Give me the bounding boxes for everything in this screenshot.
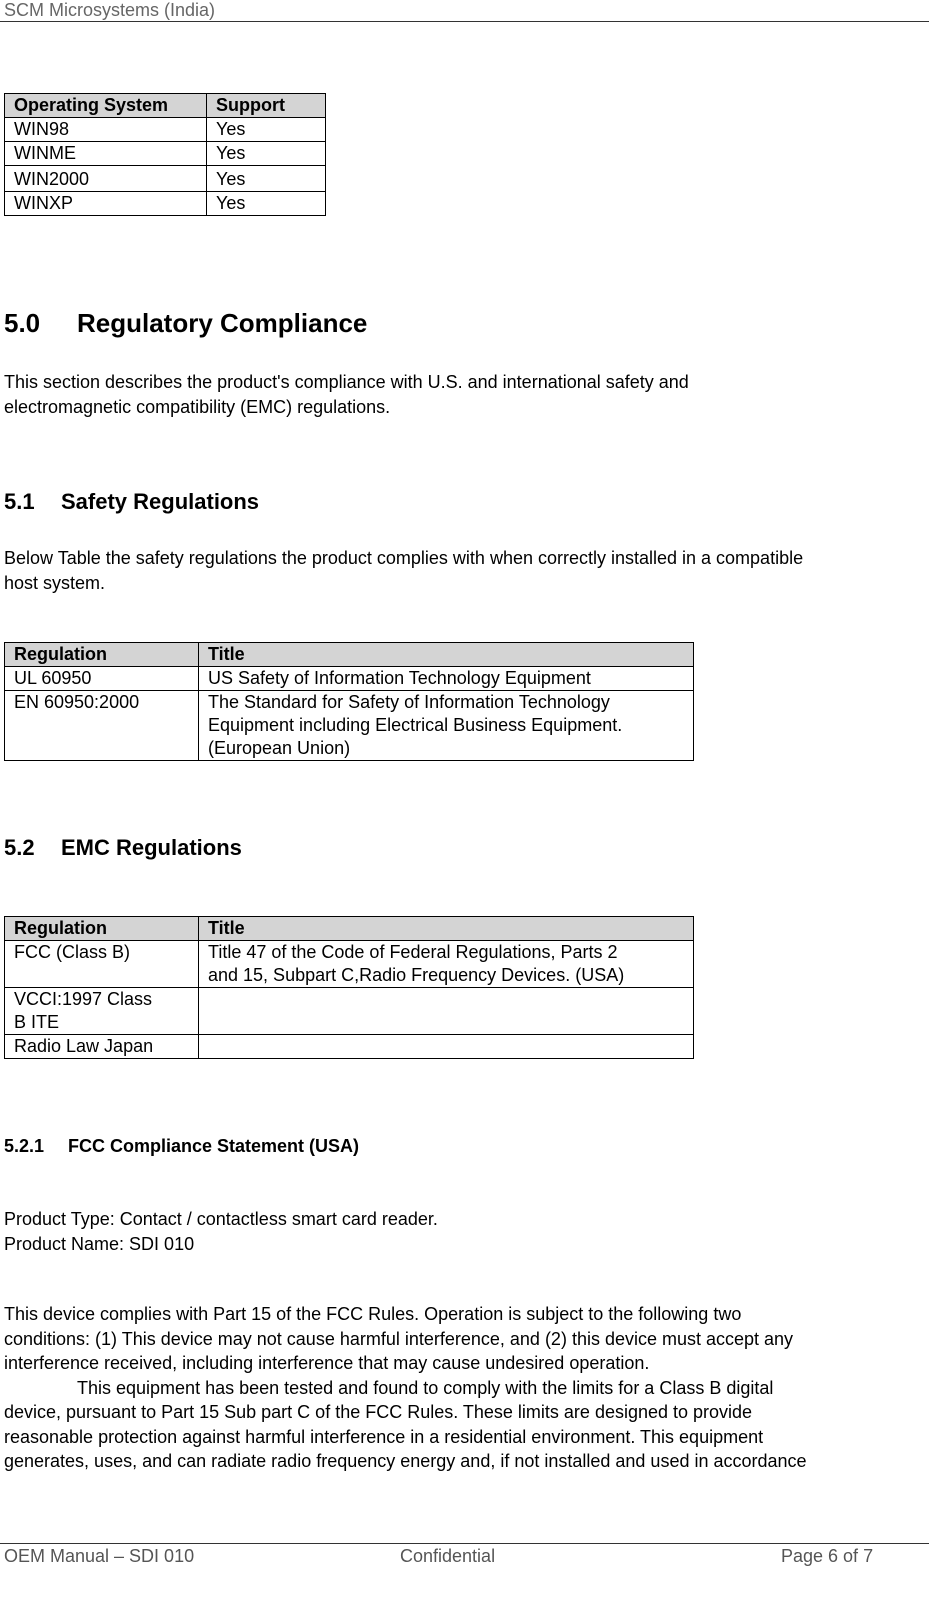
column-header-title: Title	[199, 643, 694, 667]
cell-title	[199, 1035, 694, 1059]
fcc-statement-paragraph	[4, 1302, 924, 1474]
section-title: Safety Regulations	[61, 489, 260, 514]
cell-regulation: EN 60950:2000	[5, 691, 199, 761]
section-number: 5.1	[4, 489, 35, 514]
section-title: EMC Regulations	[61, 835, 242, 860]
table-row	[5, 988, 694, 1035]
cell-line: B ITE	[14, 1012, 60, 1032]
section-5-intro	[4, 370, 924, 419]
cell-support: Yes	[207, 166, 326, 192]
table-header-row	[5, 643, 694, 667]
cell-regulation	[5, 1035, 199, 1059]
os-support-table	[4, 93, 326, 216]
paragraph-line: generates, uses, and can radiate radio frequency energy and, if not installed and used in accordance	[4, 1451, 807, 1471]
paragraph-line: reasonable protection against harmful interference in a residential environment. This equipment	[4, 1426, 764, 1447]
cell-title: US Safety of Information Technology Equipment	[199, 667, 694, 691]
footer-confidential: Confidential	[400, 1546, 496, 1566]
cell-regulation	[5, 988, 199, 1035]
cell-title	[199, 941, 694, 988]
column-header-title: Title	[199, 917, 694, 941]
footer-page-number: Page 6 of 7	[781, 1546, 874, 1566]
paragraph-line: This section describes the product's compliance with U.S. and international safety and	[4, 372, 689, 392]
section-heading-5-1	[4, 489, 259, 515]
safety-regulations-table	[4, 642, 694, 761]
section-heading-5-2-1	[4, 1136, 359, 1157]
cell-support: Yes	[207, 142, 326, 166]
table-row	[5, 192, 326, 216]
cell-os: WINME	[5, 142, 207, 166]
table-row	[5, 166, 326, 192]
section-number: 5.2	[4, 835, 35, 860]
paragraph-line: device, pursuant to Part 15 Sub part C of the FCC Rules. These limits are designed to provide	[4, 1402, 753, 1422]
table-row	[5, 142, 326, 166]
cell-line: and 15, Subpart C,Radio Frequency Devices. (USA)	[208, 965, 625, 985]
table-row	[5, 118, 326, 142]
table-row	[5, 667, 694, 691]
paragraph-line: This device complies with Part 15 of the FCC Rules. Operation is subject to the following two	[4, 1304, 742, 1324]
product-info	[4, 1207, 924, 1256]
column-header-support: Support	[207, 94, 326, 118]
cell-line: Radio Law Japan	[14, 1036, 154, 1056]
paragraph-line: interference received, including interference that may cause undesired operation.	[4, 1353, 650, 1373]
page-header-company: SCM Microsystems (India)	[4, 0, 216, 20]
table-row	[5, 941, 694, 988]
product-type: Product Type: Contact / contactless smart card reader.	[4, 1209, 438, 1229]
header-divider	[0, 21, 929, 22]
section-heading-5-2	[4, 835, 242, 861]
section-5-1-intro	[4, 546, 924, 595]
table-header-row	[5, 94, 326, 118]
emc-regulations-table	[4, 916, 694, 1059]
column-header-os: Operating System	[5, 94, 207, 118]
cell-regulation: UL 60950	[5, 667, 199, 691]
cell-line: Title 47 of the Code of Federal Regulations, Parts 2	[208, 942, 618, 962]
section-title: FCC Compliance Statement (USA)	[68, 1136, 360, 1156]
section-title: Regulatory Compliance	[77, 308, 368, 338]
cell-line: The Standard for Safety of Information Technology	[208, 692, 610, 712]
footer-divider	[0, 1543, 929, 1544]
section-number: 5.2.1	[4, 1136, 45, 1156]
paragraph-line: electromagnetic compatibility (EMC) regulations.	[4, 396, 391, 417]
cell-title	[199, 691, 694, 761]
cell-line: FCC (Class B)	[14, 942, 130, 962]
cell-support: Yes	[207, 118, 326, 142]
cell-line: Equipment including Electrical Business Equipment.	[208, 715, 623, 735]
paragraph-line: This equipment has been tested and found to comply with the limits for a Class B digital	[77, 1377, 774, 1398]
cell-title	[199, 988, 694, 1035]
table-row	[5, 1035, 694, 1059]
column-header-regulation: Regulation	[5, 917, 199, 941]
table-header-row	[5, 917, 694, 941]
cell-regulation	[5, 941, 199, 988]
section-number: 5.0	[4, 308, 41, 338]
cell-os: WIN2000	[5, 166, 207, 192]
cell-line: VCCI:1997 Class	[14, 989, 153, 1009]
cell-line: (European Union)	[208, 738, 351, 758]
section-heading-5-0	[4, 308, 367, 339]
column-header-regulation: Regulation	[5, 643, 199, 667]
paragraph-line: host system.	[4, 572, 106, 593]
paragraph-line: conditions: (1) This device may not cause harmful interference, and (2) this device must accept any	[4, 1328, 794, 1349]
product-name: Product Name: SDI 010	[4, 1233, 195, 1254]
cell-support: Yes	[207, 192, 326, 216]
footer-document-name: OEM Manual – SDI 010	[4, 1546, 195, 1566]
table-row	[5, 691, 694, 761]
cell-os: WIN98	[5, 118, 207, 142]
paragraph-line: Below Table the safety regulations the product complies with when correctly installed in a compatible	[4, 548, 804, 568]
cell-os: WINXP	[5, 192, 207, 216]
